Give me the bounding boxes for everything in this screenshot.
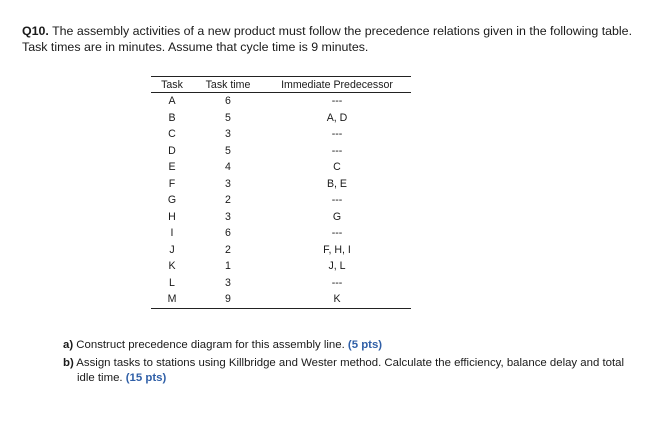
header-task: Task (151, 77, 193, 93)
cell-task-time: 5 (225, 144, 231, 157)
cell-predecessor: --- (331, 194, 343, 207)
table-row (151, 192, 411, 209)
cell-predecessor: G (332, 210, 342, 223)
table-body (151, 93, 411, 309)
table-row (151, 159, 411, 176)
part-a (63, 338, 633, 354)
part-b (63, 356, 633, 387)
cell-task-time: 3 (225, 177, 231, 190)
table-header-row (151, 77, 411, 93)
cell-task: K (168, 260, 176, 273)
cell-predecessor: A, D (326, 111, 348, 124)
cell-task: H (168, 210, 176, 223)
table-row (151, 110, 411, 127)
cell-task-time: 3 (225, 128, 231, 141)
cell-task-time: 2 (225, 194, 231, 207)
table-row (151, 176, 411, 193)
cell-task-time: 2 (225, 243, 231, 256)
cell-task: D (168, 144, 176, 157)
cell-task-time: 3 (225, 210, 231, 223)
table-row (151, 275, 411, 292)
table-row (151, 93, 411, 110)
question-statement (22, 23, 632, 55)
part-b-label: b) (63, 356, 74, 369)
cell-predecessor: --- (331, 227, 343, 240)
part-a-label: a) (63, 339, 74, 351)
cell-task: C (168, 128, 176, 141)
cell-task: B (168, 111, 176, 124)
cell-task-time: 3 (225, 276, 231, 289)
table-row (151, 225, 411, 242)
part-a-text: Construct precedence diagram for this assembly line. (73, 339, 348, 351)
cell-predecessor: F, H, I (323, 243, 351, 256)
cell-task: I (170, 227, 174, 240)
question-parts (63, 338, 633, 387)
cell-task: J (169, 243, 175, 256)
cell-predecessor: C (333, 161, 341, 174)
cell-task: L (169, 276, 175, 289)
table-row (151, 126, 411, 143)
table-row (151, 242, 411, 259)
cell-predecessor: --- (331, 95, 343, 108)
cell-task: A (168, 95, 176, 108)
question-number: Q10. (22, 24, 49, 38)
cell-task-time: 9 (193, 291, 263, 308)
header-immediate-predecessor: Immediate Predecessor (263, 77, 411, 93)
question-text: The assembly activities of a new product must follow the precedence relations given in the following table. Task times are in minutes. Assume that cycle time is 9 minutes. (22, 24, 633, 54)
part-b-text: Assign tasks to stations using Killbridge and Wester method. Calculate the efficiency, balance delay and total idle time. (73, 356, 624, 384)
task-table (151, 76, 411, 309)
table-row (151, 143, 411, 160)
cell-task: F (168, 177, 176, 190)
cell-task-time: 5 (225, 111, 231, 124)
part-a-points: (5 pts) (347, 339, 383, 351)
header-task-time: Task time (193, 77, 263, 93)
cell-task-time: 1 (225, 260, 231, 273)
cell-task-time: 6 (225, 227, 231, 240)
cell-predecessor: B, E (326, 177, 348, 190)
cell-predecessor: --- (331, 128, 343, 141)
cell-predecessor: J, L (328, 260, 346, 273)
cell-predecessor: K (263, 291, 411, 308)
table-row (151, 291, 411, 308)
cell-task: E (168, 161, 176, 174)
table-row (151, 258, 411, 275)
cell-task: G (167, 194, 177, 207)
cell-predecessor: --- (331, 276, 343, 289)
part-b-points: (15 pts) (125, 372, 167, 384)
cell-task-time: 6 (225, 95, 231, 108)
cell-task-time: 4 (225, 161, 231, 174)
table-row (151, 209, 411, 226)
cell-predecessor: --- (331, 144, 343, 157)
cell-task: M (151, 291, 193, 308)
